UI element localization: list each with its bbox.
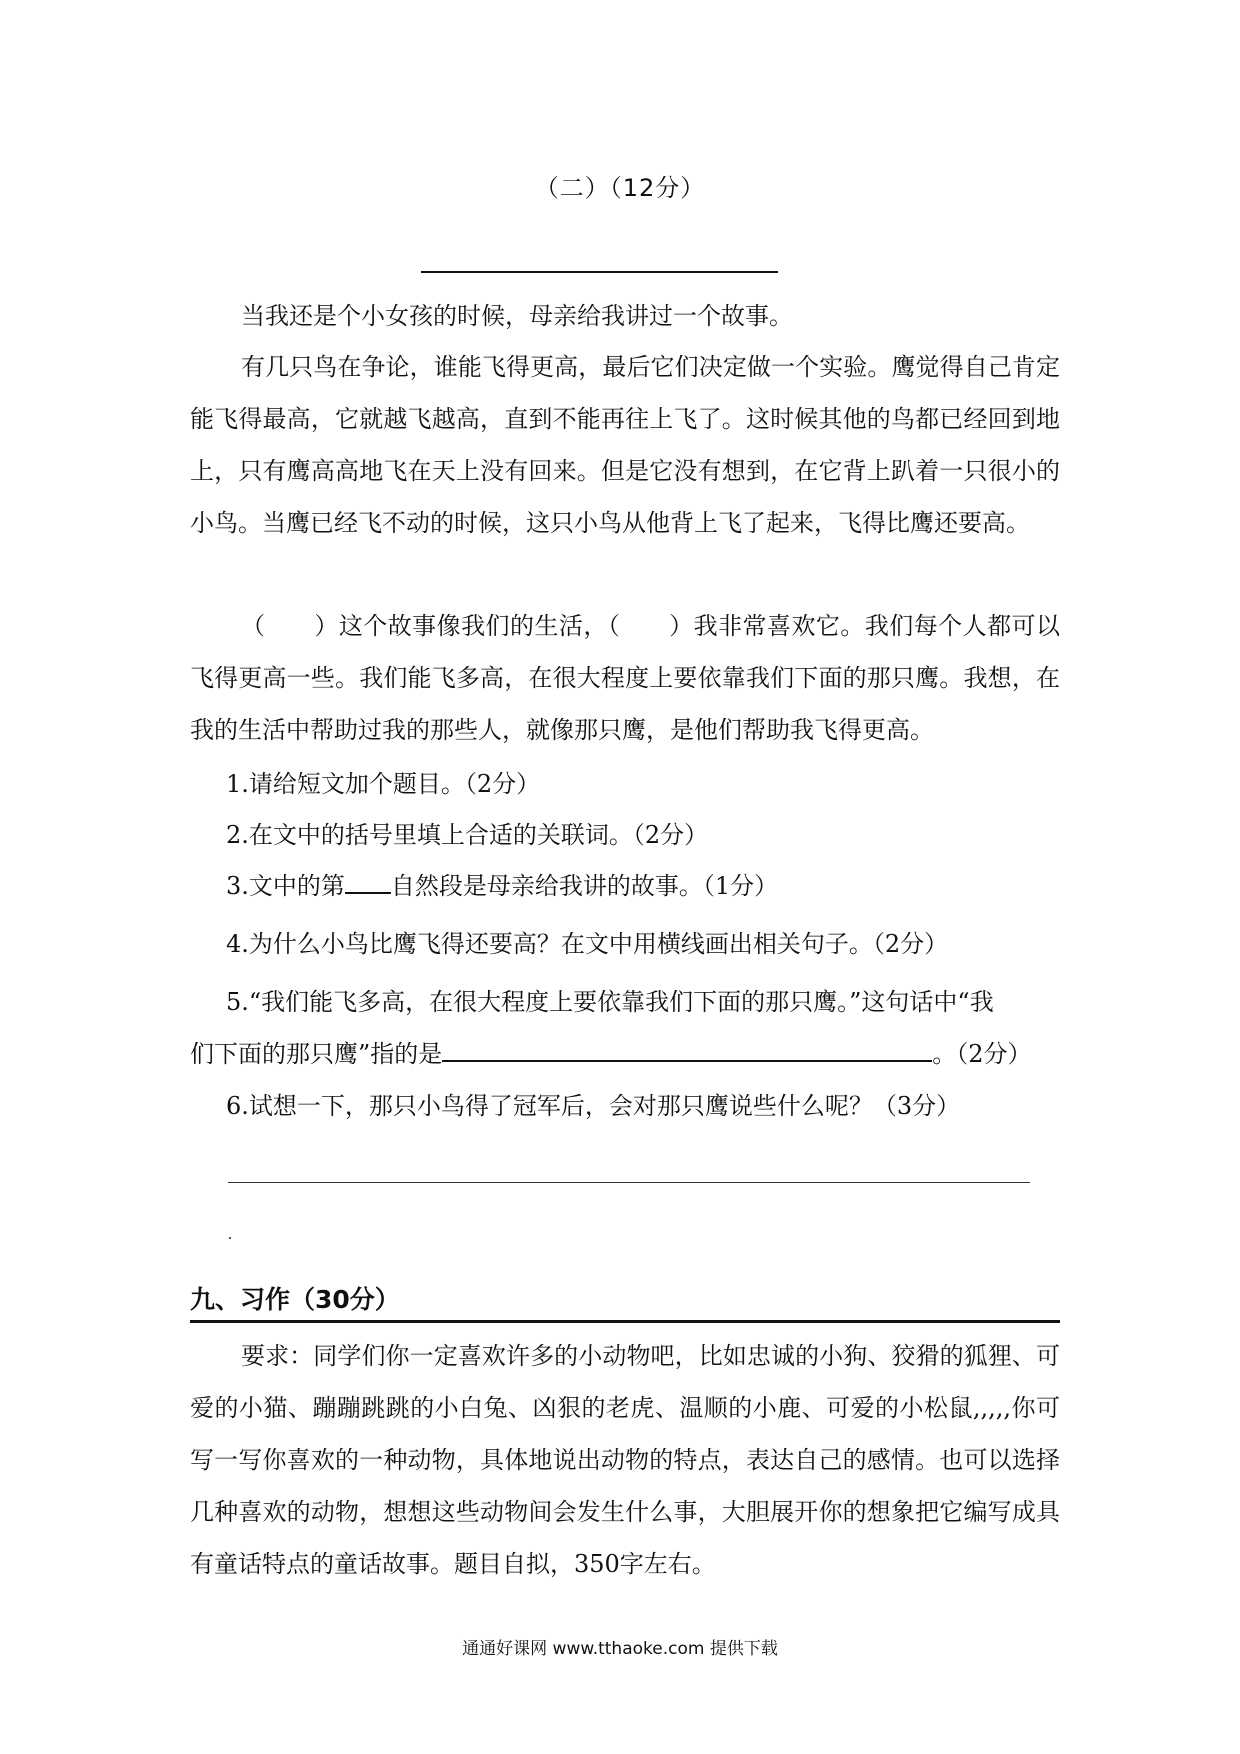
composition-divider [190, 1320, 1060, 1323]
question-3 [226, 860, 778, 912]
question-4: 4.为什么小鸟比鹰飞得还要高？在文中用横线画出相关句子。（2分） [226, 930, 949, 958]
question-3-prefix: 3.文中的第 [226, 872, 345, 900]
title-blank-line [421, 271, 778, 273]
question-5-suffix: 。（2分） [932, 1040, 1032, 1068]
question-5-line-1: 5.“我们能飞多高，在很大程度上要依靠我们下面的那只鹰。”这句话中“我 [226, 988, 994, 1016]
question-3-suffix: 自然段是母亲给我讲的故事。（1分） [390, 872, 779, 900]
question-2: 2.在文中的括号里填上合适的关联词。（2分） [226, 821, 709, 849]
question-6: 6.试想一下，那只小鸟得了冠军后，会对那只鹰说些什么呢？（3分） [226, 1092, 961, 1120]
passage-paragraph-3: （ ）这个故事像我们的生活，（ ）我非常喜欢它。我们每个人都可以飞得更高一些。我们能飞多高，在很大程度上要依靠我们下面的那只鹰。我想，在我的生活中帮助过我的那些人，就像那只鹰，是他们帮助我飞得更高。 [190, 612, 1060, 744]
question-5-prefix: 们下面的那只鹰”指的是 [190, 1040, 443, 1068]
question-3-blank[interactable] [345, 868, 391, 894]
section-title: （二）（12分） [534, 174, 706, 202]
scan-speck [229, 1237, 231, 1239]
question-6-answer-line[interactable] [228, 1182, 1030, 1183]
footer-credit: 通通好课网 www.tthaoke.com 提供下载 [462, 1639, 778, 1659]
question-5-line-2 [190, 1028, 1032, 1080]
composition-requirement: 要求：同学们你一定喜欢许多的小动物吧，比如忠诚的小狗、狡猾的狐狸、可爱的小猫、蹦蹦跳跳的小白兔、凶狠的老虎、温顺的小鹿、可爱的小松鼠,,,,,你可写一写你喜欢的一种动物，具体地说出动物的特点，表达自己的感情。也可以选择几种喜欢的动物，想想这些动物间会发生什么事，大胆展开你的想象把它编写成具有童话特点的童话故事。题目自拟，350字左右。 [190, 1342, 1060, 1578]
passage-paragraph-2: 有几只鸟在争论，谁能飞得更高，最后它们决定做一个实验。鹰觉得自己肯定能飞得最高，它就越飞越高，直到不能再往上飞了。这时候其他的鸟都已经回到地上，只有鹰高高地飞在天上没有回来。但是它没有想到，在它背上趴着一只很小的小鸟。当鹰已经飞不动的时候，这只小鸟从他背上飞了起来，飞得比鹰还要高。 [190, 353, 1060, 537]
question-5-blank[interactable] [442, 1036, 932, 1062]
composition-heading: 九、习作（30分） [190, 1285, 400, 1314]
passage-paragraph-1: 当我还是个小女孩的时候，母亲给我讲过一个故事。 [241, 302, 793, 330]
question-1: 1.请给短文加个题目。（2分） [226, 770, 541, 798]
